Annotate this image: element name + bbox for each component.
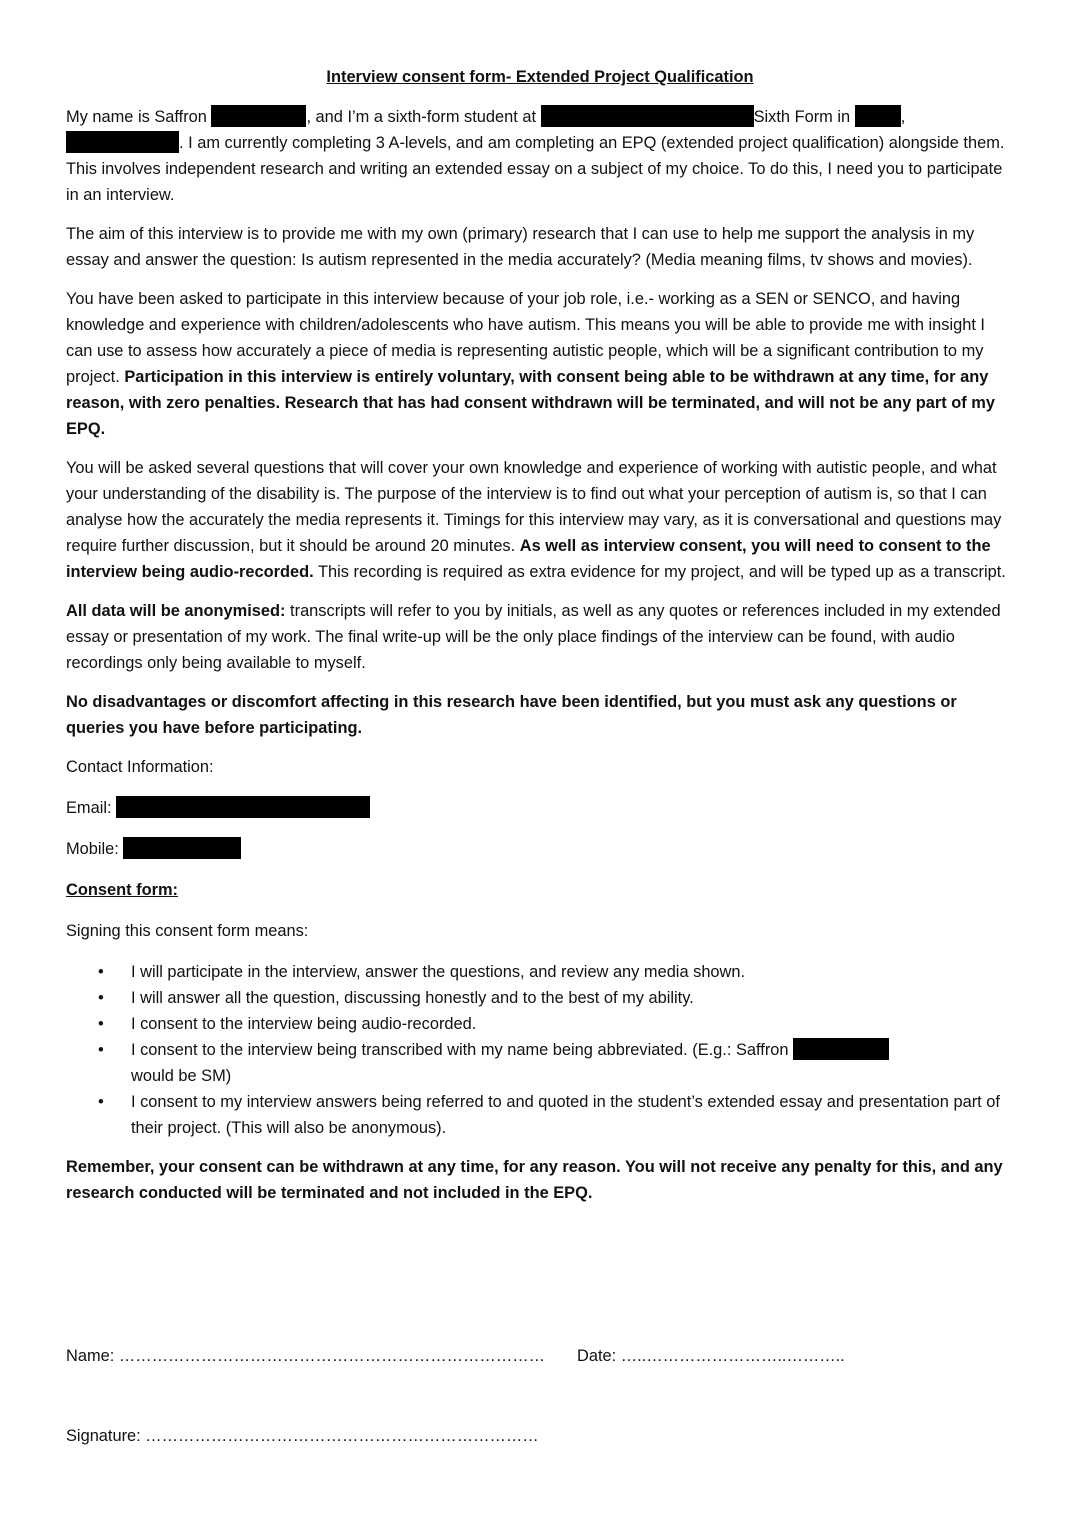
bullet-icon: • (98, 989, 104, 1007)
contact-mobile (66, 836, 1014, 862)
reminder-paragraph: Remember, your consent can be withdrawn at any time, for any reason. You will not receive any penalty for this, and any research conducted will be terminated and not included in the EPQ. (66, 1158, 1003, 1202)
redacted-school-name (541, 105, 754, 127)
consent-item-text: I consent to my interview answers being referred to and quoted in the student’s extended essay and presentation part of their project. (This will also be anonymous). (131, 1093, 1000, 1137)
redacted-surname (211, 105, 306, 127)
consent-item-text: I consent to the interview being transcribed with my name being abbreviated. (E.g.: Saffron (131, 1041, 794, 1059)
consent-intro: Signing this consent form means: (66, 922, 309, 940)
intro-text-3: Sixth Form in (753, 108, 855, 126)
consent-item-text: I will answer all the question, discussing honestly and to the best of my ability. (131, 989, 694, 1007)
signature-field[interactable]: Signature: ……………………………………………………………… (66, 1427, 539, 1445)
list-item (66, 1011, 1014, 1037)
contact-heading: Contact Information: (66, 758, 214, 776)
mobile-label: Mobile: (66, 840, 124, 858)
participation-text: You have been asked to participate in this interview because of your job role, i.e.- working as a SEN or SENCO, and having knowledge and experience with children/adolescents who have autism. This means you will be able to provide me with insight I can use to assess how accurately a piece of media is representing autistic people, which will be a significant contribution to my project. (66, 290, 985, 386)
redacted-email (116, 796, 370, 818)
participation-paragraph (66, 286, 1014, 442)
participation-voluntary-notice: Participation in this interview is entirely voluntary, with consent being able to be withdrawn at any time, for any reason, with zero penalties. Research that has had consent withdrawn will be terminated, and will not be any part of my EPQ. (66, 368, 995, 438)
intro-text-2: , and I’m a sixth-form student at (306, 108, 541, 126)
contact-email (66, 795, 1014, 821)
anonymised-notice: All data will be anonymised: (66, 602, 286, 620)
data-paragraph (66, 598, 1014, 676)
bullet-icon: • (98, 963, 104, 981)
redacted-town (855, 105, 901, 127)
bullet-icon: • (98, 1093, 104, 1111)
list-item (66, 1037, 1014, 1089)
intro-text-5: . I am currently completing 3 A-levels, and am completing an EPQ (extended project qualification) alongside them. This involves independent research and writing an extended essay on a subject of my choice. To do this, I need you to participate in an interview. (66, 134, 1005, 204)
disadvantages-paragraph: No disadvantages or discomfort affecting in this research have been identified, but you must ask any questions or queries you have before participating. (66, 693, 957, 737)
list-item (66, 959, 1014, 985)
list-item (66, 985, 1014, 1011)
consent-item-text-tail: would be SM) (131, 1067, 232, 1085)
date-field[interactable]: Date: …..……………………..……….. (577, 1347, 845, 1365)
questions-text: You will be asked several questions that will cover your own knowledge and experience of working with autistic people, and what your understanding of the disability is. The purpose of the interview is to find out what your perception of autism is, so that I can analyse how the accurately the media represents it. Timings for this interview may vary, as it is conversational and questions may require further discussion, but it should be around 20 minutes. (66, 459, 1002, 555)
redacted-mobile (123, 837, 241, 859)
list-item (66, 1089, 1014, 1141)
intro-paragraph (66, 104, 1014, 208)
name-field[interactable]: Name: …………………………………………………………………… (66, 1347, 545, 1365)
intro-text-1: My name is Saffron (66, 108, 212, 126)
consent-item-text: I will participate in the interview, answer the questions, and review any media shown. (131, 963, 746, 981)
bullet-icon: • (98, 1041, 104, 1059)
data-text: transcripts will refer to you by initials, as well as any quotes or references included in my extended essay or presentation of my work. The final write-up will be the only place findings of the interview can be found, with audio recordings only being available to myself. (66, 602, 1001, 672)
email-label: Email: (66, 799, 117, 817)
bullet-icon: • (98, 1015, 104, 1033)
consent-heading: Consent form: (66, 881, 178, 899)
aim-paragraph: The aim of this interview is to provide me with my own (primary) research that I can use to help me support the analysis in my essay and answer the question: Is autism represented in the media accurately? (Media meaning films, tv shows and movies). (66, 225, 975, 269)
consent-item-text: I consent to the interview being audio-recorded. (131, 1015, 477, 1033)
consent-list (66, 959, 1014, 1141)
questions-paragraph (66, 455, 1014, 585)
redacted-surname-example (793, 1038, 889, 1060)
redacted-county (66, 131, 179, 153)
questions-text-tail: This recording is required as extra evidence for my project, and will be typed up as a transcript. (313, 563, 1006, 581)
intro-text-4: , (900, 108, 906, 126)
document-title: Interview consent form- Extended Project Qualification (326, 68, 754, 86)
audio-consent-notice: As well as interview consent, you will need to consent to the interview being audio-recorded. (66, 537, 991, 581)
